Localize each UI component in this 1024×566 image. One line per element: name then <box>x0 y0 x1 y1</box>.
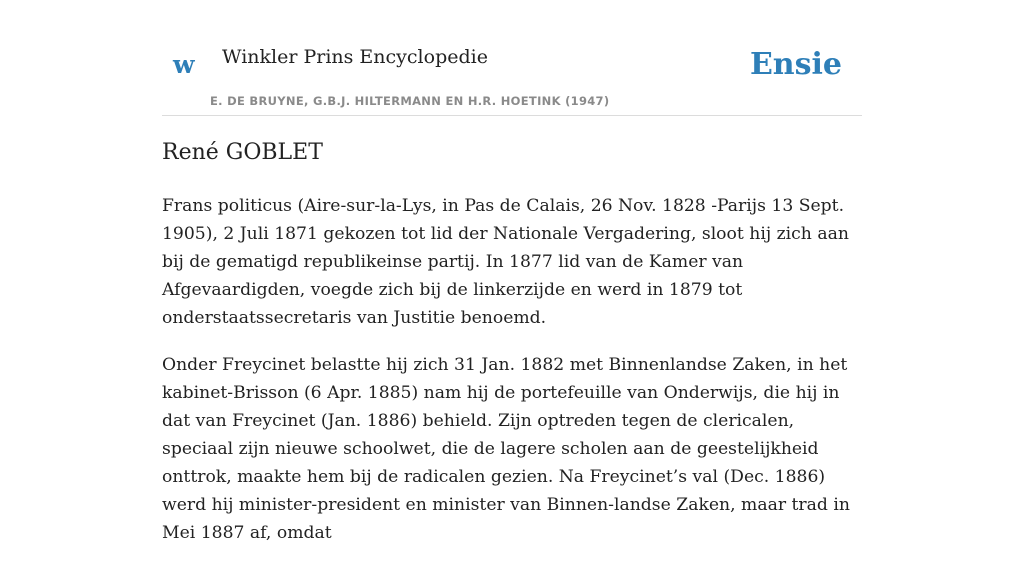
article-title: René GOBLET <box>162 140 323 165</box>
source-logo: w <box>173 50 195 79</box>
article-paragraph: Frans politicus (Aire-sur-la-Lys, in Pas de Calais, 26 Nov. 1828 -Parijs 13 Sept. 1905), 2 Juli 1871 gekozen tot lid der Nationale Vergadering, sloot hij zich aan bij de gematigd republikeinse partij. In 1877 lid van de Kamer van Afgevaardigden, voegde zich bij de linkerzijde en werd in 1879 tot onderstaatssecretaris van Justitie benoemd. <box>162 195 849 328</box>
source-authors: E. DE BRUYNE, G.B.J. HILTERMANN EN H.R. HOETINK (1947) <box>210 94 610 108</box>
ensie-logo-link[interactable]: Ensie <box>749 47 842 82</box>
article <box>162 139 862 566</box>
source-title[interactable]: Winkler Prins Encyclopedie <box>222 46 488 68</box>
article-paragraph: Onder Freycinet belastte hij zich 31 Jan. 1882 met Binnenlandse Zaken, in het kabinet-Brisson (6 Apr. 1885) nam hij de portefeuille van Onderwijs, die hij in dat van Freycinet (Jan. 1886) behield. Zijn optreden tegen de clericalen, speciaal zijn nieuwe schoolwet, die de lagere scholen aan de geestelijkheid onttrok, maakte hem bij de radicalen gezien. Na Freycinet’s val (Dec. 1886) werd hij minister-president en minister van Binnen-landse Zaken, maar trad in Mei 1887 af, omdat <box>162 354 850 543</box>
source-header <box>162 28 862 116</box>
